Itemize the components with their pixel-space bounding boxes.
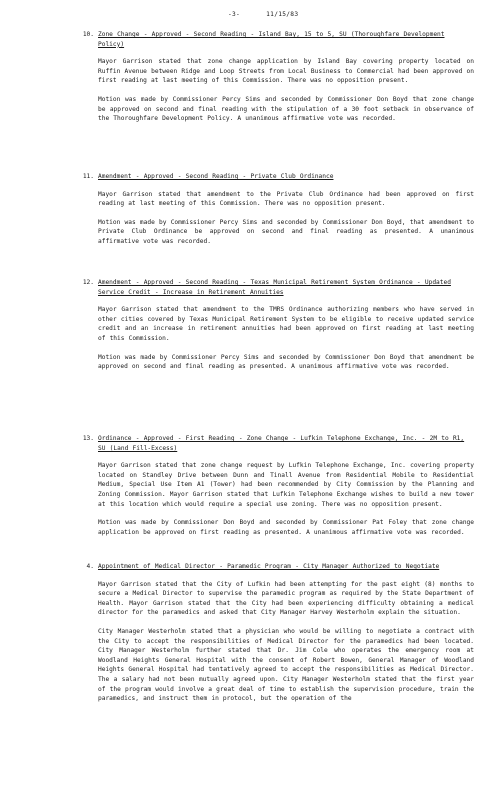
- item-paragraph: Mayor Garrison stated that zone change request by Lufkin Telephone Exchange, Inc. covering property located on Standley Drive between Dunn and Tinall Avenue from Residential Mobile to Residential Medium, Special Use Item A1 (Tower) had been recommended by City Commission by the Planning and Zoning Commission. Mayor Garrison stated that Lufkin Telephone Exchange wishes to build a new tower at this location which would require a special use zoning. There was no opposition present.: [98, 462, 474, 508]
- item-title: Ordinance - Approved - First Reading - Zone Change - Lufkin Telephone Exchange, Inc. - 2M to R1, SU (Land Fill-Excess): [98, 435, 465, 452]
- item-title: Zone Change - Approved - Second Reading - Island Bay, 15 to 5, SU (Thoroughfare Development Policy): [98, 31, 445, 48]
- item-number: 13.: [82, 435, 94, 442]
- item-paragraph: Motion was made by Commissioner Don Boyd and seconded by Commissioner Pat Foley that zone change application be approved on first reading as presented. A unanimous affirmative vote was recorded.: [98, 519, 474, 536]
- page-header: [228, 10, 298, 20]
- item-number: 10.: [82, 31, 94, 38]
- item-number: 4.: [86, 563, 94, 570]
- item-number: 11.: [82, 173, 94, 180]
- item-number: 12.: [82, 279, 94, 286]
- item-paragraph: Mayor Garrison stated that amendment to the Private Club Ordinance had been approved on first reading at last meeting of this Commission. There was no opposition present.: [98, 190, 474, 208]
- item-paragraph: Mayor Garrison stated that the City of Lufkin had been attempting for the past eight (8) months to secure a Medical Director to supervise the paramedic program as required by the State Department of Health. Mayor Garrison stated that the City had been experiencing difficulty obtaining a medical director for the paramedics and asked that City Manager Harvey Westerholm explain the situation.: [98, 580, 474, 617]
- item-paragraph: Mayor Garrison stated that amendment to the TMRS Ordinance authorizing members who have served in other cities covered by Texas Municipal Retirement System to be eligible to receive updated service credit and an increase in retirement annuities had been approved on first reading at last meeting of this Commission.: [98, 306, 474, 342]
- item-paragraph: Motion was made by Commissioner Percy Sims and seconded by Commissioner Don Boyd that zone change be approved on second and final reading with the stipulation of a 30 foot setback in observance of the Thoroughfare Development Policy. A unanimous affirmative vote was recorded.: [98, 95, 474, 123]
- page-date: 11/15/83: [266, 11, 299, 18]
- item-title: Amendment - Approved - Second Reading - Texas Municipal Retirement System Ordinance - Updated Service Credit - Increase in Retirement Annuities: [98, 279, 451, 296]
- item-paragraph: Motion was made by Commissioner Percy Sims and seconded by Commissioner Don Boyd that amendment be approved on second and final reading as presented. A unanimous affirmative vote was recorded.: [98, 353, 474, 371]
- page-marker: -3-: [228, 11, 241, 18]
- item-paragraph: Mayor Garrison stated that zone change application by Island Bay covering property located on Ruffin Avenue between Ridge and Loop Streets from Local Business to Commercial had been approved on first reading at last meeting of this Commission. There was no opposition present.: [98, 58, 474, 85]
- item-paragraph: City Manager Westerholm stated that a physician who would be willing to negotiate a contract with the City to accept the responsibilities of Medical Director for the paramedics had been located. City Manager Westerholm further stated that Dr. Jim Cole who operates the emergency room at Woodland Heights General Hospital with the consent of Robert Bowen, General Manager of Woodland Heights General Hospital had tentatively agreed to accept the responsibilities as Medical Director. The a salary had not been mutually agreed upon. City Manager Westerholm stated that the first year of the program would involve a great deal of time to establish the supervision procedure, train the paramedics, and instruct them in protocol, but the operation of the: [98, 627, 474, 703]
- item-title: Appointment of Medical Director - Paramedic Program - City Manager Authorized to Negotiate: [98, 563, 440, 570]
- item-title: Amendment - Approved - Second Reading - Private Club Ordinance: [98, 173, 334, 180]
- item-paragraph: Motion was made by Commissioner Percy Sims and seconded by Commissioner Don Boyd, that amendment to Private Club Ordinance be approved on second and final reading as presented. A unanimous affirmative vote was recorded.: [98, 218, 474, 245]
